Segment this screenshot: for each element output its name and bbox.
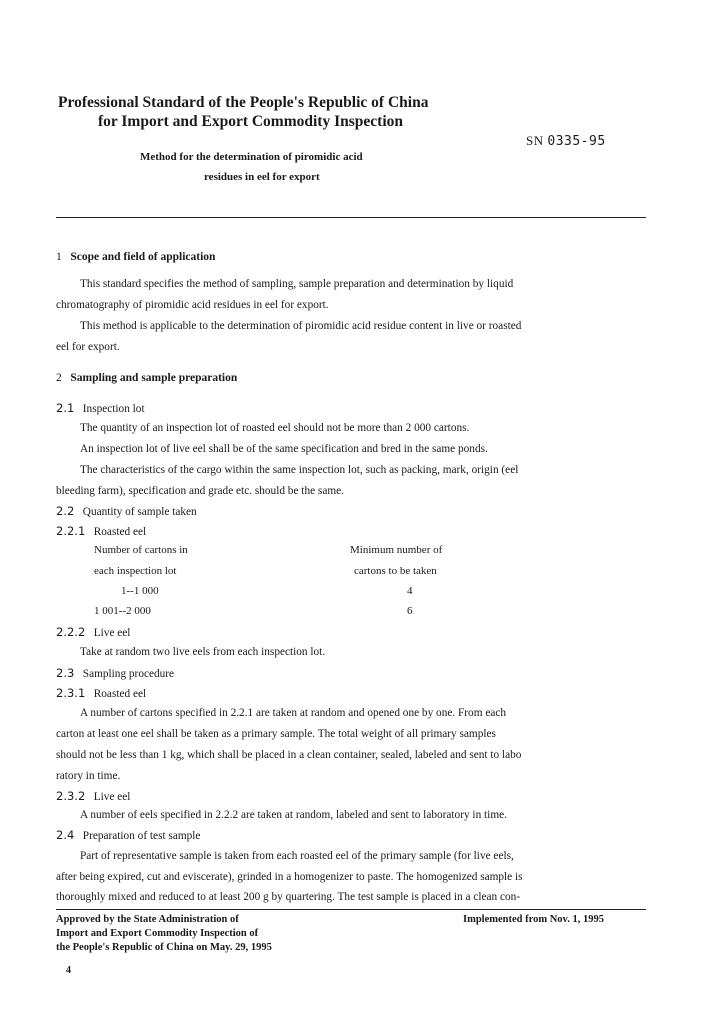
standard-number: 0335-95 xyxy=(547,134,606,149)
section-2-3-1-line-1: A number of cartons specified in 2.2.1 are taken at random and opened one by one. From each xyxy=(80,707,507,719)
table-row-1-range: 1--1 000 xyxy=(121,585,159,597)
section-2-2-1-heading xyxy=(56,524,146,538)
section-1-title: Scope and field of application xyxy=(70,251,216,263)
section-2-3-1-number: 2.3.1 xyxy=(56,686,86,700)
table-row-2-range: 1 001--2 000 xyxy=(94,605,151,617)
section-2-1-para-3-line-1: The characteristics of the cargo within the same inspection lot, such as packing, mark, origin (eel xyxy=(80,464,519,476)
section-2-2-2-para: Take at random two live eels from each inspection lot. xyxy=(80,646,326,658)
section-2-4-line-2: after being expired, cut and eviscerate), grinded in a homogenizer to paste. The homogenized sample is xyxy=(56,871,523,883)
approval-line-3: the People's Republic of China on May. 29, 1995 xyxy=(56,942,272,953)
section-2-3-heading xyxy=(56,666,174,680)
section-2-3-1-title: Roasted eel xyxy=(93,688,147,700)
section-2-3-2-heading xyxy=(56,789,130,803)
section-2-1-title: Inspection lot xyxy=(82,403,145,415)
section-2-4-line-1: Part of representative sample is taken from each roasted eel of the primary sample (for live eels, xyxy=(80,850,514,862)
header-divider xyxy=(56,217,646,218)
approval-line-2: Import and Export Commodity Inspection of xyxy=(56,928,259,939)
section-2-2-2-title: Live eel xyxy=(93,627,131,639)
section-2-2-1-title: Roasted eel xyxy=(93,526,147,538)
section-2-3-number: 2.3 xyxy=(56,666,75,680)
title-line-1: Professional Standard of the People's Republic of China xyxy=(58,94,429,111)
implementation-date: Implemented from Nov. 1, 1995 xyxy=(463,914,604,925)
approval-line-1: Approved by the State Administration of xyxy=(56,914,239,925)
method-title-line-2: residues in eel for export xyxy=(204,171,320,183)
section-2-3-1-line-2: carton at least one eel shall be taken as a primary sample. The total weight of all primary samples xyxy=(56,728,496,740)
section-2-number: 2 xyxy=(56,372,62,384)
section-1-number: 1 xyxy=(56,251,62,263)
title-line-2: for Import and Export Commodity Inspection xyxy=(98,113,403,130)
method-title-line-1: Method for the determination of piromidic acid xyxy=(140,151,363,163)
section-2-title: Sampling and sample preparation xyxy=(70,372,238,384)
section-2-3-1-line-4: ratory in time. xyxy=(56,770,121,782)
section-2-2-2-heading xyxy=(56,625,130,639)
table-col-2-header-line-2: cartons to be taken xyxy=(354,565,437,577)
section-2-2-title: Quantity of sample taken xyxy=(82,506,197,518)
section-2-4-number: 2.4 xyxy=(56,828,75,842)
section-2-4-heading xyxy=(56,828,200,842)
section-2-3-title: Sampling procedure xyxy=(82,668,175,680)
section-2-3-2-title: Live eel xyxy=(93,791,131,803)
table-col-1-header-line-1: Number of cartons in xyxy=(94,544,188,556)
table-row-2-count: 6 xyxy=(407,605,413,617)
section-1-heading xyxy=(56,251,215,263)
section-2-3-2-para: A number of eels specified in 2.2.2 are taken at random, labeled and sent to laboratory in time. xyxy=(80,809,507,821)
section-2-2-2-number: 2.2.2 xyxy=(56,625,86,639)
standard-code xyxy=(526,133,606,149)
section-2-4-title: Preparation of test sample xyxy=(82,830,201,842)
section-2-1-para-1: The quantity of an inspection lot of roasted eel should not be more than 2 000 cartons. xyxy=(80,422,470,434)
section-2-heading xyxy=(56,372,237,384)
standard-prefix: SN xyxy=(526,133,544,148)
footer-divider xyxy=(56,909,646,910)
section-2-2-heading xyxy=(56,504,197,518)
section-1-para-1-line-1: This standard specifies the method of sampling, sample preparation and determination by liquid xyxy=(80,278,514,290)
section-1-para-2-line-2: eel for export. xyxy=(56,341,120,353)
table-col-1-header-line-2: each inspection lot xyxy=(94,565,177,577)
section-2-1-number: 2.1 xyxy=(56,401,75,415)
table-row-1-count: 4 xyxy=(407,585,413,597)
section-1-para-1-line-2: chromatography of piromidic acid residues in eel for export. xyxy=(56,299,329,311)
section-2-2-1-number: 2.2.1 xyxy=(56,524,86,538)
section-2-3-2-number: 2.3.2 xyxy=(56,789,86,803)
table-col-2-header-line-1: Minimum number of xyxy=(350,544,443,556)
section-2-1-para-3-line-2: bleeding farm), specification and grade etc. should be the same. xyxy=(56,485,344,497)
section-1-para-2-line-1: This method is applicable to the determination of piromidic acid residue content in live or roasted xyxy=(80,320,522,332)
section-2-4-line-3: thoroughly mixed and reduced to at least 200 g by quartering. The test sample is placed in a clean con- xyxy=(56,891,521,903)
section-2-3-1-line-3: should not be less than 1 kg, which shall be placed in a clean container, sealed, labeled and sent to labo xyxy=(56,749,522,761)
section-2-3-1-heading xyxy=(56,686,146,700)
section-2-2-number: 2.2 xyxy=(56,504,75,518)
page-number: 4 xyxy=(66,965,71,976)
section-2-1-para-2: An inspection lot of live eel shall be of the same specification and bred in the same ponds. xyxy=(80,443,488,455)
section-2-1-heading xyxy=(56,401,145,415)
